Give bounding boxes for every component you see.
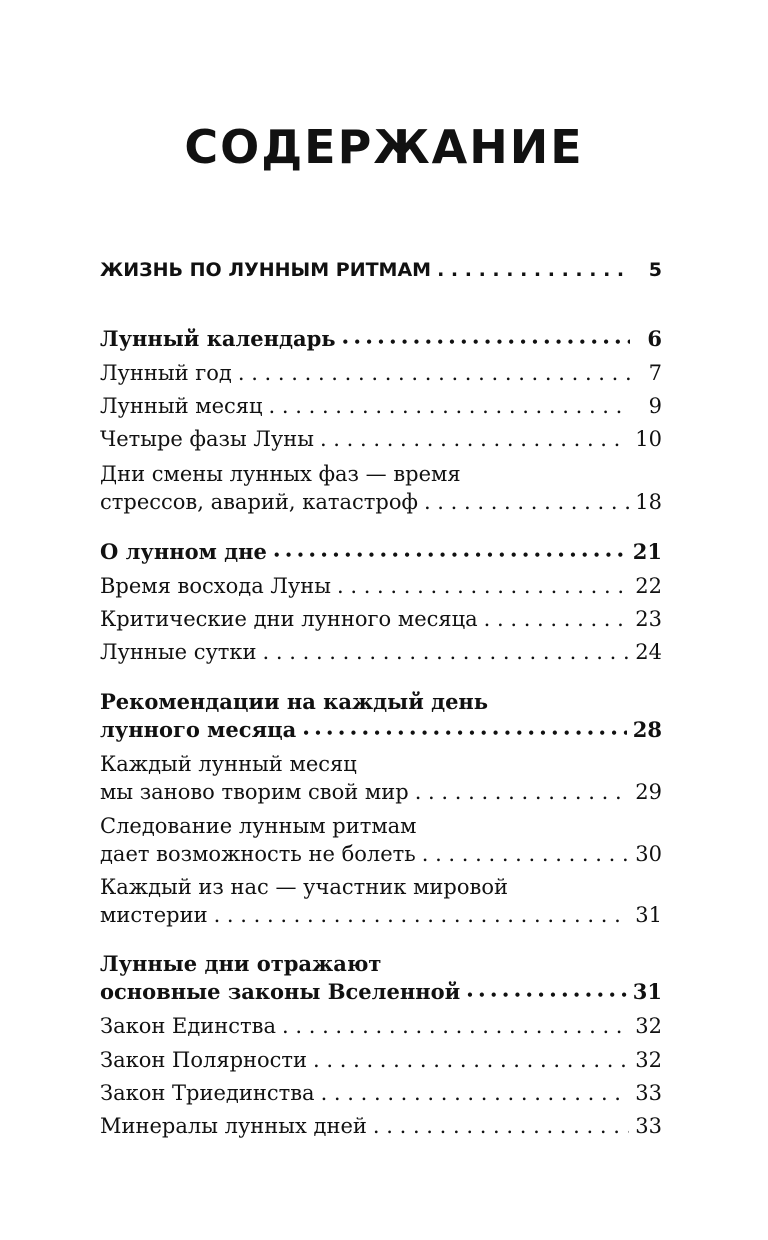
dot-leader bbox=[484, 605, 630, 633]
toc-entry-text: Дни смены лунных фаз — время bbox=[100, 462, 461, 486]
toc-entry-text: Лунные сутки bbox=[100, 640, 257, 664]
dot-leader bbox=[337, 572, 629, 600]
page-number: 21 bbox=[632, 539, 662, 564]
toc-entry-text: ЖИЗНЬ ПО ЛУННЫМ РИТМАМ bbox=[100, 259, 432, 281]
toc-entry-line bbox=[100, 325, 662, 356]
toc-entry-text: Закон Единства bbox=[100, 1014, 277, 1038]
toc-entry-text: стрессов, аварий, катастроф bbox=[100, 490, 418, 514]
page-number: 10 bbox=[635, 427, 662, 451]
toc-entry-text: Закон Полярности bbox=[100, 1048, 308, 1072]
toc-entry bbox=[100, 425, 662, 453]
toc-entry bbox=[100, 950, 662, 1009]
toc-entry-line bbox=[100, 716, 662, 747]
page-number: 30 bbox=[635, 842, 662, 866]
toc-entry-text: основные законы Вселенной bbox=[100, 979, 461, 1004]
toc-entry-line bbox=[100, 538, 662, 569]
dot-leader bbox=[313, 1046, 629, 1074]
page-number: 5 bbox=[648, 259, 662, 281]
toc-entry-line bbox=[100, 1079, 662, 1107]
toc-entry bbox=[100, 1012, 662, 1040]
toc-entry-text: Лунный год bbox=[100, 361, 232, 385]
toc-entry-line bbox=[100, 873, 662, 901]
dot-leader bbox=[214, 901, 630, 929]
toc-entry bbox=[100, 325, 662, 356]
dot-leader bbox=[415, 778, 630, 806]
toc-entry-line bbox=[100, 778, 662, 806]
dot-leader bbox=[424, 488, 629, 516]
toc-entry bbox=[100, 1046, 662, 1074]
toc-entry-text: Лунный календарь bbox=[100, 326, 336, 351]
toc-entry-text: Каждый из нас — участник мировой bbox=[100, 875, 508, 899]
toc-entry bbox=[100, 256, 662, 284]
toc-entry-text: мистерии bbox=[100, 903, 208, 927]
dot-leader bbox=[373, 1112, 629, 1140]
toc-entry bbox=[100, 1112, 662, 1140]
page-number: 22 bbox=[635, 574, 662, 598]
page-number: 6 bbox=[647, 326, 662, 351]
toc-entry-text: Лунные дни отражают bbox=[100, 951, 382, 976]
toc-entry-text: Закон Триединства bbox=[100, 1081, 315, 1105]
toc-entry-line bbox=[100, 750, 662, 778]
toc-entry-line bbox=[100, 950, 662, 978]
page-number: 29 bbox=[635, 780, 662, 804]
toc-entry-line bbox=[100, 460, 662, 488]
toc-entry-line bbox=[100, 812, 662, 840]
dot-leader bbox=[263, 638, 630, 666]
toc-entry-text: Следование лунным ритмам bbox=[100, 814, 417, 838]
toc-entry-text: Минералы лунных дней bbox=[100, 1114, 367, 1138]
dot-leader bbox=[282, 1012, 629, 1040]
page-number: 9 bbox=[648, 394, 662, 418]
toc-entry-text: О лунном дне bbox=[100, 539, 267, 564]
toc-entry bbox=[100, 538, 662, 569]
toc-entry bbox=[100, 460, 662, 516]
toc-entry bbox=[100, 688, 662, 747]
page-number: 33 bbox=[635, 1081, 662, 1105]
toc-entry-text: Четыре фазы Луны bbox=[100, 427, 314, 451]
toc-entry-line bbox=[100, 572, 662, 600]
toc-entry bbox=[100, 1079, 662, 1107]
toc-entry-text: Рекомендации на каждый день bbox=[100, 689, 489, 714]
toc-entry bbox=[100, 392, 662, 420]
page-number: 18 bbox=[635, 490, 662, 514]
page-number: 32 bbox=[635, 1014, 662, 1038]
page-number: 24 bbox=[635, 640, 662, 664]
toc-entry-line bbox=[100, 605, 662, 633]
toc-entry-text: дает возможность не болеть bbox=[100, 842, 416, 866]
dot-leader bbox=[273, 538, 627, 569]
toc-entry-text: Время восхода Луны bbox=[100, 574, 331, 598]
toc-entry-text: Каждый лунный месяц bbox=[100, 752, 357, 776]
toc-entry-line bbox=[100, 638, 662, 666]
toc-entry-line bbox=[100, 359, 662, 387]
toc-entry-line bbox=[100, 688, 662, 716]
toc-entry-line bbox=[100, 392, 662, 420]
toc-entry-line bbox=[100, 1012, 662, 1040]
page-number: 32 bbox=[635, 1048, 662, 1072]
page-number: 33 bbox=[635, 1114, 662, 1138]
toc-entry-text: Критические дни лунного месяца bbox=[100, 607, 478, 631]
toc-entry-line bbox=[100, 488, 662, 516]
toc-entry bbox=[100, 873, 662, 929]
toc-entry-text: Лунный месяц bbox=[100, 394, 263, 418]
page-title: СОДЕРЖАНИЕ bbox=[184, 120, 584, 174]
toc-entry bbox=[100, 605, 662, 633]
page-number: 7 bbox=[648, 361, 662, 385]
toc-entry-line bbox=[100, 840, 662, 868]
dot-leader bbox=[342, 325, 630, 356]
toc-entry-text: мы заново творим свой мир bbox=[100, 780, 409, 804]
dot-leader bbox=[437, 256, 630, 284]
toc-entry-line bbox=[100, 978, 662, 1009]
dot-leader bbox=[302, 716, 627, 747]
toc-entry-text: лунного месяца bbox=[100, 717, 297, 742]
toc-entry-line bbox=[100, 1112, 662, 1140]
toc-entry bbox=[100, 359, 662, 387]
toc-entry-line bbox=[100, 256, 662, 284]
toc-entry bbox=[100, 812, 662, 868]
page-number: 23 bbox=[635, 607, 662, 631]
dot-leader bbox=[320, 425, 629, 453]
dot-leader bbox=[422, 840, 630, 868]
toc-entry-line bbox=[100, 1046, 662, 1074]
dot-leader bbox=[238, 359, 630, 387]
toc-entry-line bbox=[100, 425, 662, 453]
toc-entry bbox=[100, 572, 662, 600]
page-number: 28 bbox=[632, 717, 662, 742]
toc-entry bbox=[100, 750, 662, 806]
page-number: 31 bbox=[632, 979, 662, 1004]
dot-leader bbox=[466, 978, 627, 1009]
toc-entry bbox=[100, 638, 662, 666]
page-number: 31 bbox=[635, 903, 662, 927]
dot-leader bbox=[321, 1079, 630, 1107]
toc-entry-line bbox=[100, 901, 662, 929]
dot-leader bbox=[269, 392, 630, 420]
